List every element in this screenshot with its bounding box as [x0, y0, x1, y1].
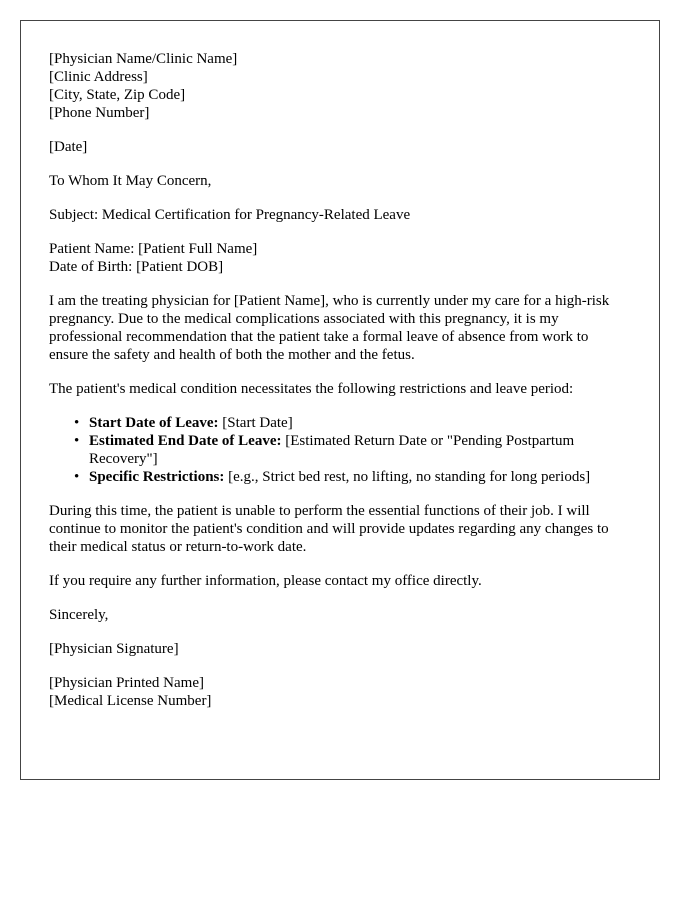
restriction-item-end-date — [74, 432, 631, 468]
medical-license-number: [Medical License Number] — [49, 693, 212, 709]
letterhead-physician-name: [Physician Name/Clinic Name] — [49, 51, 238, 67]
patient-name-line: Patient Name: [Patient Full Name] — [49, 241, 258, 257]
during-paragraph: During this time, the patient is unable to perform the essential functions of their job. I will continue to monitor the patient's condition and will provide updates regarding any changes to their medical status or return-to-work date. — [49, 503, 609, 555]
restrictions-intro: The patient's medical condition necessitates the following restrictions and leave period: — [49, 381, 574, 397]
restrictions-list — [49, 414, 631, 486]
restriction-item-start-date — [74, 414, 631, 432]
restriction-value: [Start Date] — [218, 415, 293, 431]
bullet-icon: • — [74, 433, 80, 449]
physician-printed-name: [Physician Printed Name] — [49, 675, 204, 691]
restriction-label: Start Date of Leave: — [89, 415, 219, 431]
letter-subject: Subject: Medical Certification for Pregnancy-Related Leave — [49, 207, 411, 223]
letter-date: [Date] — [49, 139, 88, 155]
restriction-value: [e.g., Strict bed rest, no lifting, no standing for long periods] — [224, 469, 591, 485]
bullet-icon: • — [74, 469, 80, 485]
letter-page — [20, 20, 660, 780]
letterhead-phone-number: [Phone Number] — [49, 105, 150, 121]
physician-credentials — [49, 674, 631, 710]
bullet-icon: • — [74, 415, 80, 431]
restriction-value: [Estimated Return Date or "Pending Postpartum Recovery"] — [89, 433, 575, 467]
intro-paragraph: I am the treating physician for [Patient Name], who is currently under my care for a high-risk pregnancy. Due to the medical complications associated with this pregnancy, it is my professional recommendation that the patient take a formal leave of absence from work to ensure the safety and health of both the mother and the fetus. — [49, 293, 610, 363]
physician-signature: [Physician Signature] — [49, 641, 179, 657]
patient-dob-line: Date of Birth: [Patient DOB] — [49, 259, 224, 275]
letterhead-city-state-zip: [City, State, Zip Code] — [49, 87, 186, 103]
patient-info — [49, 240, 631, 276]
letter-salutation: To Whom It May Concern, — [49, 173, 212, 189]
restriction-item-specific — [74, 468, 631, 486]
letter-closing: Sincerely, — [49, 607, 109, 623]
contact-paragraph: If you require any further information, please contact my office directly. — [49, 573, 482, 589]
letterhead — [49, 50, 631, 122]
letterhead-clinic-address: [Clinic Address] — [49, 69, 148, 85]
restriction-label: Specific Restrictions: — [89, 469, 225, 485]
restriction-label: Estimated End Date of Leave: — [89, 433, 282, 449]
